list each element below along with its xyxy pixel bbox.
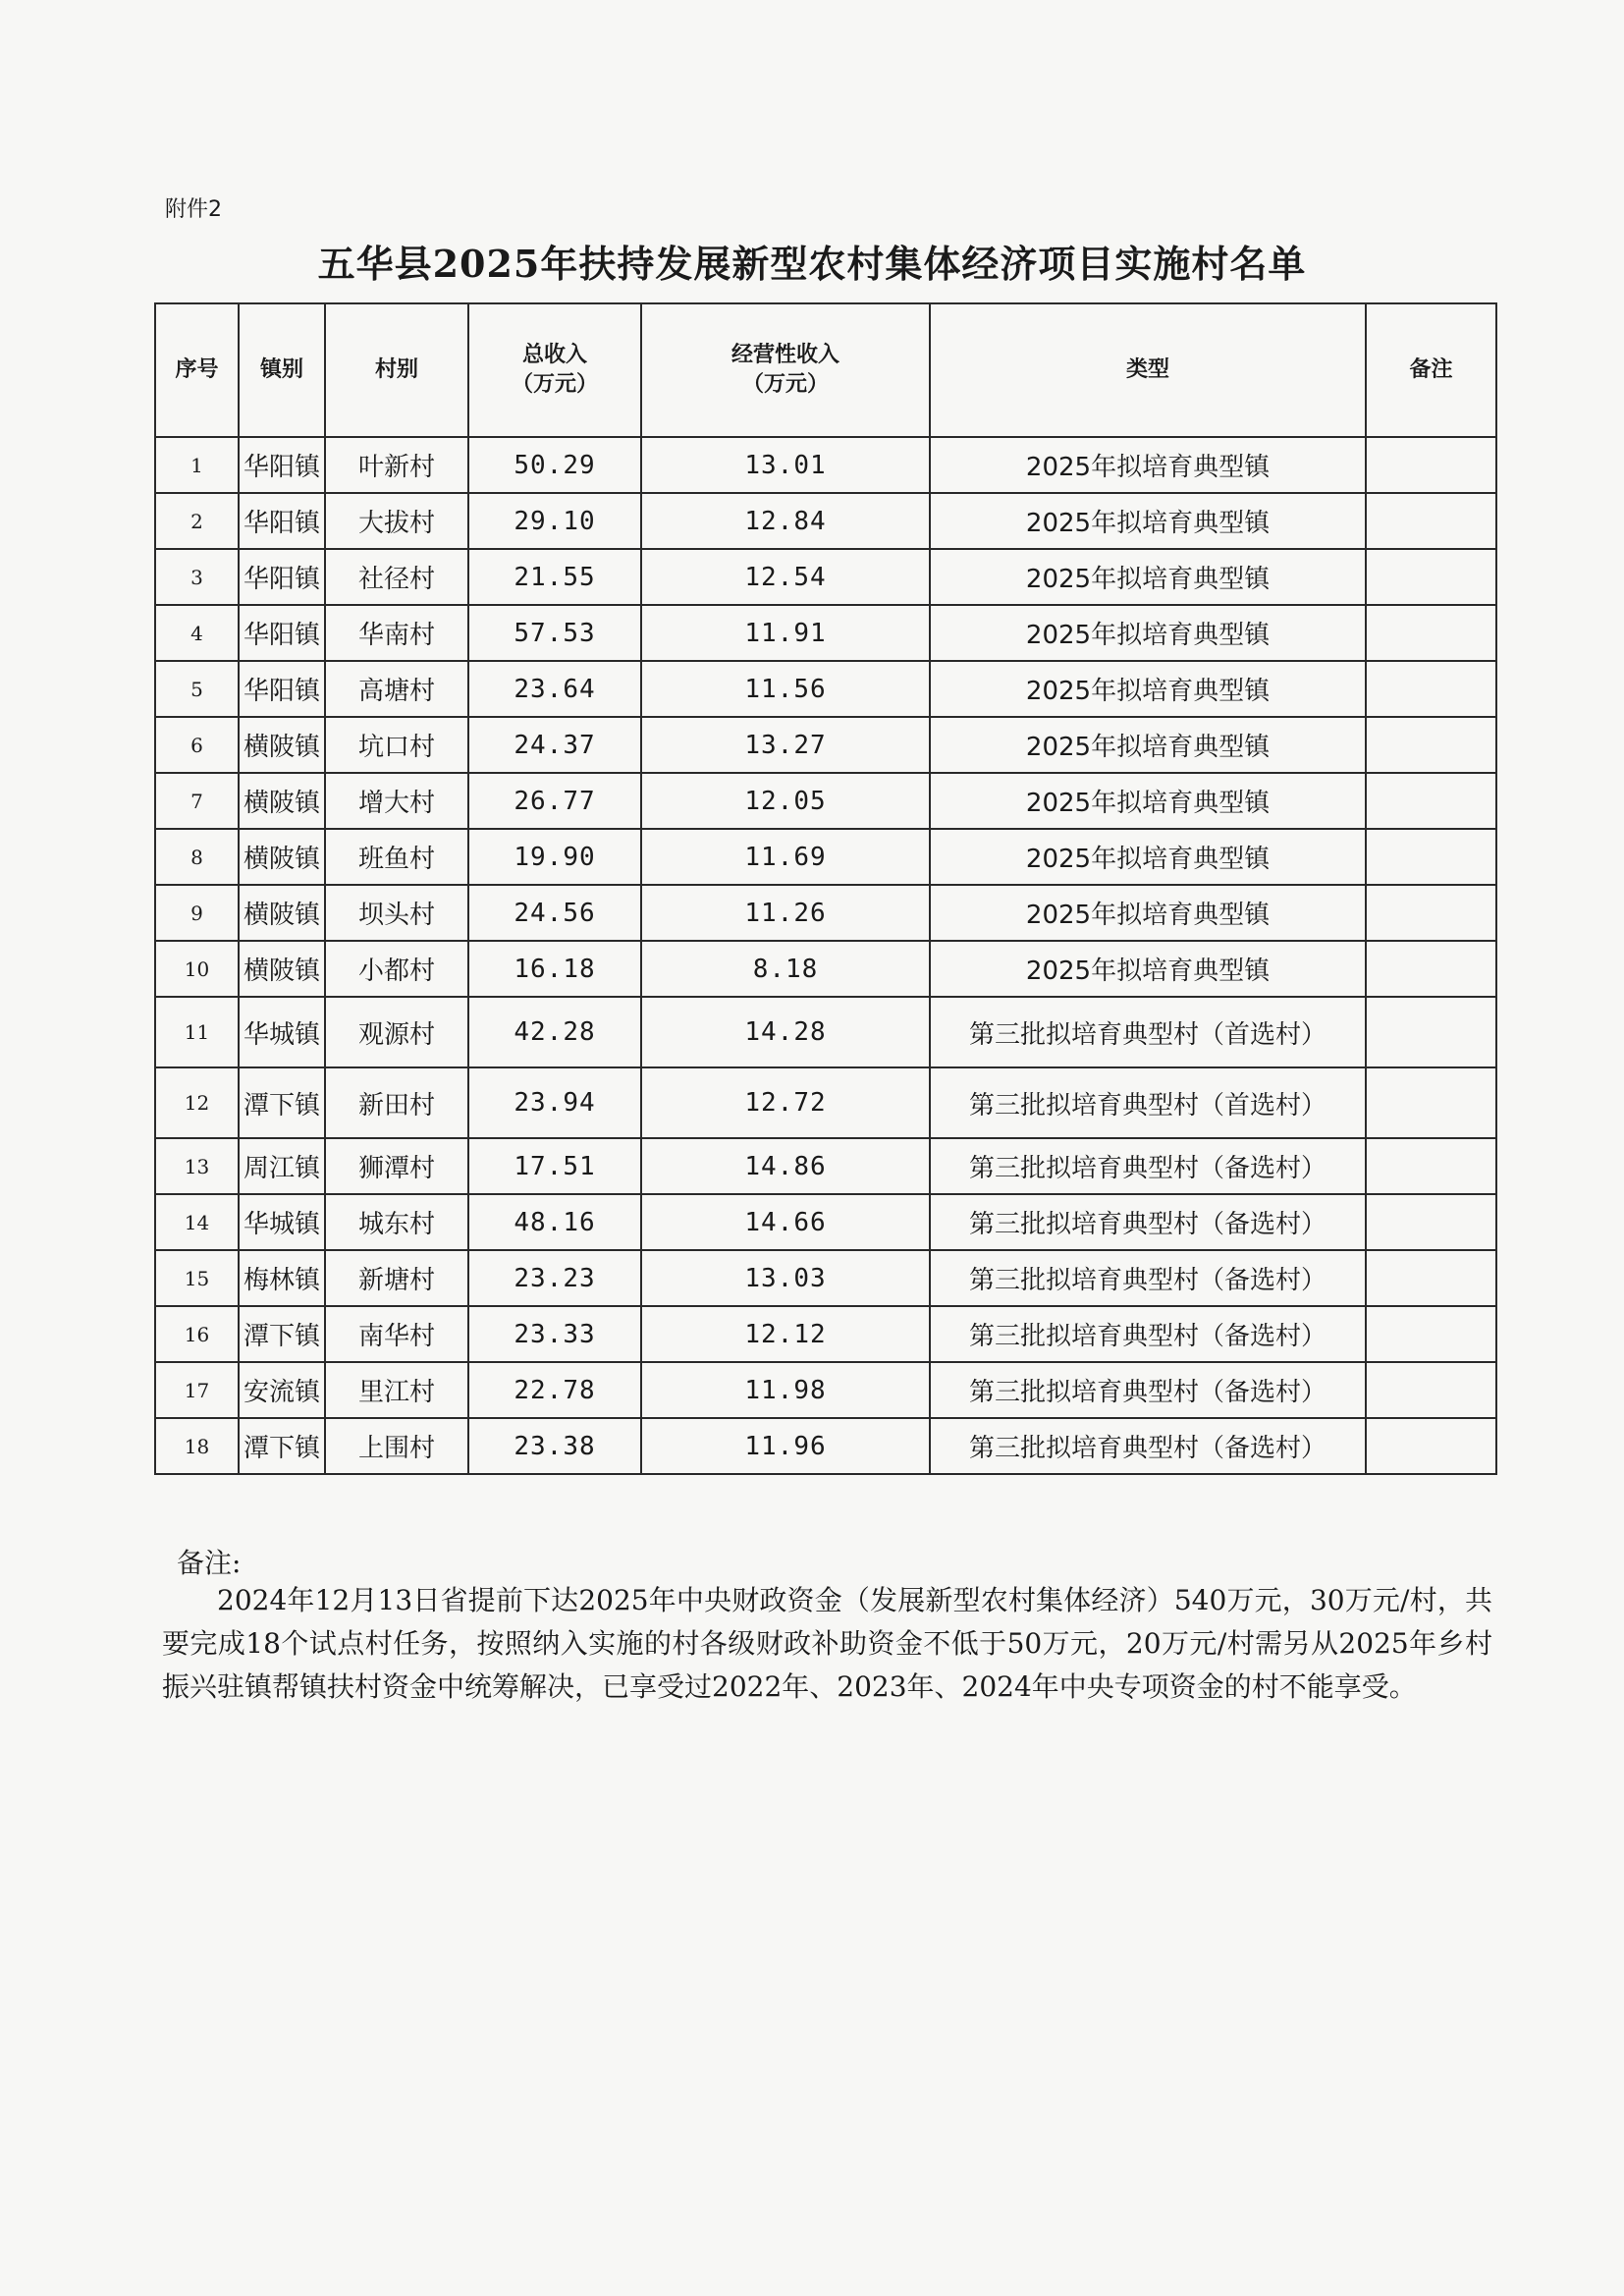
cell-remark xyxy=(1366,549,1496,605)
header-operating-income-line1: 经营性收入 xyxy=(731,343,839,367)
table-body xyxy=(155,437,1496,1474)
cell-seq: 9 xyxy=(155,885,239,941)
cell-seq: 15 xyxy=(155,1250,239,1306)
table-row xyxy=(155,1362,1496,1418)
cell-total-income: 29.10 xyxy=(468,493,641,549)
table-row xyxy=(155,941,1496,997)
cell-remark xyxy=(1366,997,1496,1067)
cell-seq: 1 xyxy=(155,437,239,493)
cell-town: 华城镇 xyxy=(239,997,325,1067)
attachment-label: 附件2 xyxy=(165,197,222,222)
cell-town: 梅林镇 xyxy=(239,1250,325,1306)
cell-seq: 3 xyxy=(155,549,239,605)
cell-village: 狮潭村 xyxy=(325,1138,468,1194)
cell-type: 2025年拟培育典型镇 xyxy=(930,605,1366,661)
cell-village: 新田村 xyxy=(325,1067,468,1138)
table-row xyxy=(155,885,1496,941)
cell-operating-income: 14.66 xyxy=(641,1194,930,1250)
cell-remark xyxy=(1366,1194,1496,1250)
cell-seq: 6 xyxy=(155,717,239,773)
cell-total-income: 23.94 xyxy=(468,1067,641,1138)
cell-seq: 13 xyxy=(155,1138,239,1194)
cell-operating-income: 12.05 xyxy=(641,773,930,829)
cell-village: 上围村 xyxy=(325,1418,468,1474)
cell-type: 第三批拟培育典型村（备选村） xyxy=(930,1362,1366,1418)
table-row xyxy=(155,605,1496,661)
cell-seq: 12 xyxy=(155,1067,239,1138)
cell-total-income: 23.38 xyxy=(468,1418,641,1474)
cell-total-income: 23.64 xyxy=(468,661,641,717)
cell-type: 第三批拟培育典型村（备选村） xyxy=(930,1250,1366,1306)
table-row xyxy=(155,661,1496,717)
table-row xyxy=(155,1306,1496,1362)
cell-operating-income: 11.98 xyxy=(641,1362,930,1418)
cell-total-income: 23.33 xyxy=(468,1306,641,1362)
header-remarks: 备注 xyxy=(1366,303,1496,437)
cell-type: 2025年拟培育典型镇 xyxy=(930,885,1366,941)
cell-village: 坝头村 xyxy=(325,885,468,941)
cell-type: 2025年拟培育典型镇 xyxy=(930,717,1366,773)
cell-town: 华阳镇 xyxy=(239,549,325,605)
header-town: 镇别 xyxy=(239,303,325,437)
cell-remark xyxy=(1366,661,1496,717)
cell-seq: 17 xyxy=(155,1362,239,1418)
cell-town: 周江镇 xyxy=(239,1138,325,1194)
cell-town: 安流镇 xyxy=(239,1362,325,1418)
village-list-table xyxy=(154,302,1497,1475)
cell-total-income: 24.37 xyxy=(468,717,641,773)
cell-town: 横陂镇 xyxy=(239,773,325,829)
cell-remark xyxy=(1366,1306,1496,1362)
notes-text: 2024年12月13日省提前下达2025年中央财政资金（发展新型农村集体经济）540万元，30万元/村，共要完成18个试点村任务，按照纳入实施的村各级财政补助资金不低于50万元，20万元/村需另从2025年乡村振兴驻镇帮镇扶村资金中统筹解决，已享受过2022年、2023年、2024年中央专项资金的村不能享受。 xyxy=(162,1584,1492,1703)
cell-operating-income: 11.69 xyxy=(641,829,930,885)
cell-type: 第三批拟培育典型村（首选村） xyxy=(930,997,1366,1067)
cell-total-income: 19.90 xyxy=(468,829,641,885)
header-seq: 序号 xyxy=(155,303,239,437)
cell-remark xyxy=(1366,1250,1496,1306)
cell-type: 2025年拟培育典型镇 xyxy=(930,493,1366,549)
cell-total-income: 48.16 xyxy=(468,1194,641,1250)
table-row xyxy=(155,1250,1496,1306)
cell-operating-income: 11.96 xyxy=(641,1418,930,1474)
cell-seq: 16 xyxy=(155,1306,239,1362)
cell-seq: 7 xyxy=(155,773,239,829)
cell-remark xyxy=(1366,437,1496,493)
cell-town: 华阳镇 xyxy=(239,605,325,661)
cell-operating-income: 14.28 xyxy=(641,997,930,1067)
cell-type: 2025年拟培育典型镇 xyxy=(930,437,1366,493)
notes-label: 备注: xyxy=(177,1547,242,1579)
cell-village: 新塘村 xyxy=(325,1250,468,1306)
cell-operating-income: 11.91 xyxy=(641,605,930,661)
cell-operating-income: 13.03 xyxy=(641,1250,930,1306)
cell-village: 观源村 xyxy=(325,997,468,1067)
header-operating-income-line2: （万元） xyxy=(741,372,829,397)
cell-town: 华阳镇 xyxy=(239,493,325,549)
table-row xyxy=(155,717,1496,773)
table-row xyxy=(155,997,1496,1067)
cell-type: 第三批拟培育典型村（备选村） xyxy=(930,1418,1366,1474)
cell-type: 2025年拟培育典型镇 xyxy=(930,941,1366,997)
cell-village: 增大村 xyxy=(325,773,468,829)
cell-village: 社径村 xyxy=(325,549,468,605)
header-village: 村别 xyxy=(325,303,468,437)
table-row xyxy=(155,493,1496,549)
cell-type: 2025年拟培育典型镇 xyxy=(930,773,1366,829)
cell-operating-income: 12.84 xyxy=(641,493,930,549)
cell-town: 横陂镇 xyxy=(239,717,325,773)
cell-total-income: 24.56 xyxy=(468,885,641,941)
cell-seq: 5 xyxy=(155,661,239,717)
cell-type: 2025年拟培育典型镇 xyxy=(930,829,1366,885)
cell-remark xyxy=(1366,493,1496,549)
cell-seq: 14 xyxy=(155,1194,239,1250)
cell-type: 第三批拟培育典型村（备选村） xyxy=(930,1138,1366,1194)
table-row xyxy=(155,773,1496,829)
cell-village: 叶新村 xyxy=(325,437,468,493)
cell-town: 潭下镇 xyxy=(239,1067,325,1138)
cell-seq: 18 xyxy=(155,1418,239,1474)
cell-remark xyxy=(1366,829,1496,885)
cell-remark xyxy=(1366,717,1496,773)
cell-operating-income: 8.18 xyxy=(641,941,930,997)
cell-total-income: 26.77 xyxy=(468,773,641,829)
cell-remark xyxy=(1366,941,1496,997)
cell-total-income: 17.51 xyxy=(468,1138,641,1194)
cell-town: 华阳镇 xyxy=(239,437,325,493)
header-type: 类型 xyxy=(930,303,1366,437)
cell-type: 第三批拟培育典型村（首选村） xyxy=(930,1067,1366,1138)
cell-total-income: 23.23 xyxy=(468,1250,641,1306)
cell-total-income: 21.55 xyxy=(468,549,641,605)
cell-town: 华城镇 xyxy=(239,1194,325,1250)
document-title: 五华县2025年扶持发展新型农村集体经济项目实施村名单 xyxy=(317,242,1307,286)
cell-village: 大拔村 xyxy=(325,493,468,549)
cell-operating-income: 12.72 xyxy=(641,1067,930,1138)
cell-seq: 11 xyxy=(155,997,239,1067)
cell-town: 华阳镇 xyxy=(239,661,325,717)
cell-remark xyxy=(1366,773,1496,829)
cell-type: 2025年拟培育典型镇 xyxy=(930,549,1366,605)
cell-operating-income: 11.56 xyxy=(641,661,930,717)
table-row xyxy=(155,1194,1496,1250)
header-operating-income xyxy=(641,303,930,437)
header-total-income-line2: （万元） xyxy=(511,372,598,397)
cell-town: 潭下镇 xyxy=(239,1306,325,1362)
cell-village: 高塘村 xyxy=(325,661,468,717)
cell-remark xyxy=(1366,1138,1496,1194)
cell-seq: 2 xyxy=(155,493,239,549)
cell-remark xyxy=(1366,885,1496,941)
cell-seq: 8 xyxy=(155,829,239,885)
cell-total-income: 50.29 xyxy=(468,437,641,493)
cell-village: 小都村 xyxy=(325,941,468,997)
cell-remark xyxy=(1366,605,1496,661)
cell-village: 南华村 xyxy=(325,1306,468,1362)
cell-operating-income: 13.27 xyxy=(641,717,930,773)
cell-total-income: 22.78 xyxy=(468,1362,641,1418)
cell-type: 第三批拟培育典型村（备选村） xyxy=(930,1306,1366,1362)
cell-total-income: 42.28 xyxy=(468,997,641,1067)
cell-village: 里江村 xyxy=(325,1362,468,1418)
cell-village: 班鱼村 xyxy=(325,829,468,885)
cell-operating-income: 14.86 xyxy=(641,1138,930,1194)
cell-seq: 4 xyxy=(155,605,239,661)
cell-remark xyxy=(1366,1418,1496,1474)
cell-total-income: 57.53 xyxy=(468,605,641,661)
cell-village: 华南村 xyxy=(325,605,468,661)
table-header xyxy=(155,303,1496,437)
cell-town: 横陂镇 xyxy=(239,829,325,885)
header-total-income-line1: 总收入 xyxy=(521,343,587,367)
header-total-income xyxy=(468,303,641,437)
table-row xyxy=(155,437,1496,493)
cell-operating-income: 13.01 xyxy=(641,437,930,493)
cell-type: 第三批拟培育典型村（备选村） xyxy=(930,1194,1366,1250)
cell-village: 城东村 xyxy=(325,1194,468,1250)
cell-operating-income: 11.26 xyxy=(641,885,930,941)
cell-remark xyxy=(1366,1362,1496,1418)
cell-seq: 10 xyxy=(155,941,239,997)
cell-operating-income: 12.54 xyxy=(641,549,930,605)
cell-total-income: 16.18 xyxy=(468,941,641,997)
table-row xyxy=(155,1067,1496,1138)
cell-remark xyxy=(1366,1067,1496,1138)
cell-town: 横陂镇 xyxy=(239,941,325,997)
table-row xyxy=(155,1418,1496,1474)
cell-town: 横陂镇 xyxy=(239,885,325,941)
header-row xyxy=(155,303,1496,437)
table-row xyxy=(155,829,1496,885)
cell-type: 2025年拟培育典型镇 xyxy=(930,661,1366,717)
cell-operating-income: 12.12 xyxy=(641,1306,930,1362)
table-row xyxy=(155,549,1496,605)
cell-town: 潭下镇 xyxy=(239,1418,325,1474)
table-row xyxy=(155,1138,1496,1194)
cell-village: 坑口村 xyxy=(325,717,468,773)
